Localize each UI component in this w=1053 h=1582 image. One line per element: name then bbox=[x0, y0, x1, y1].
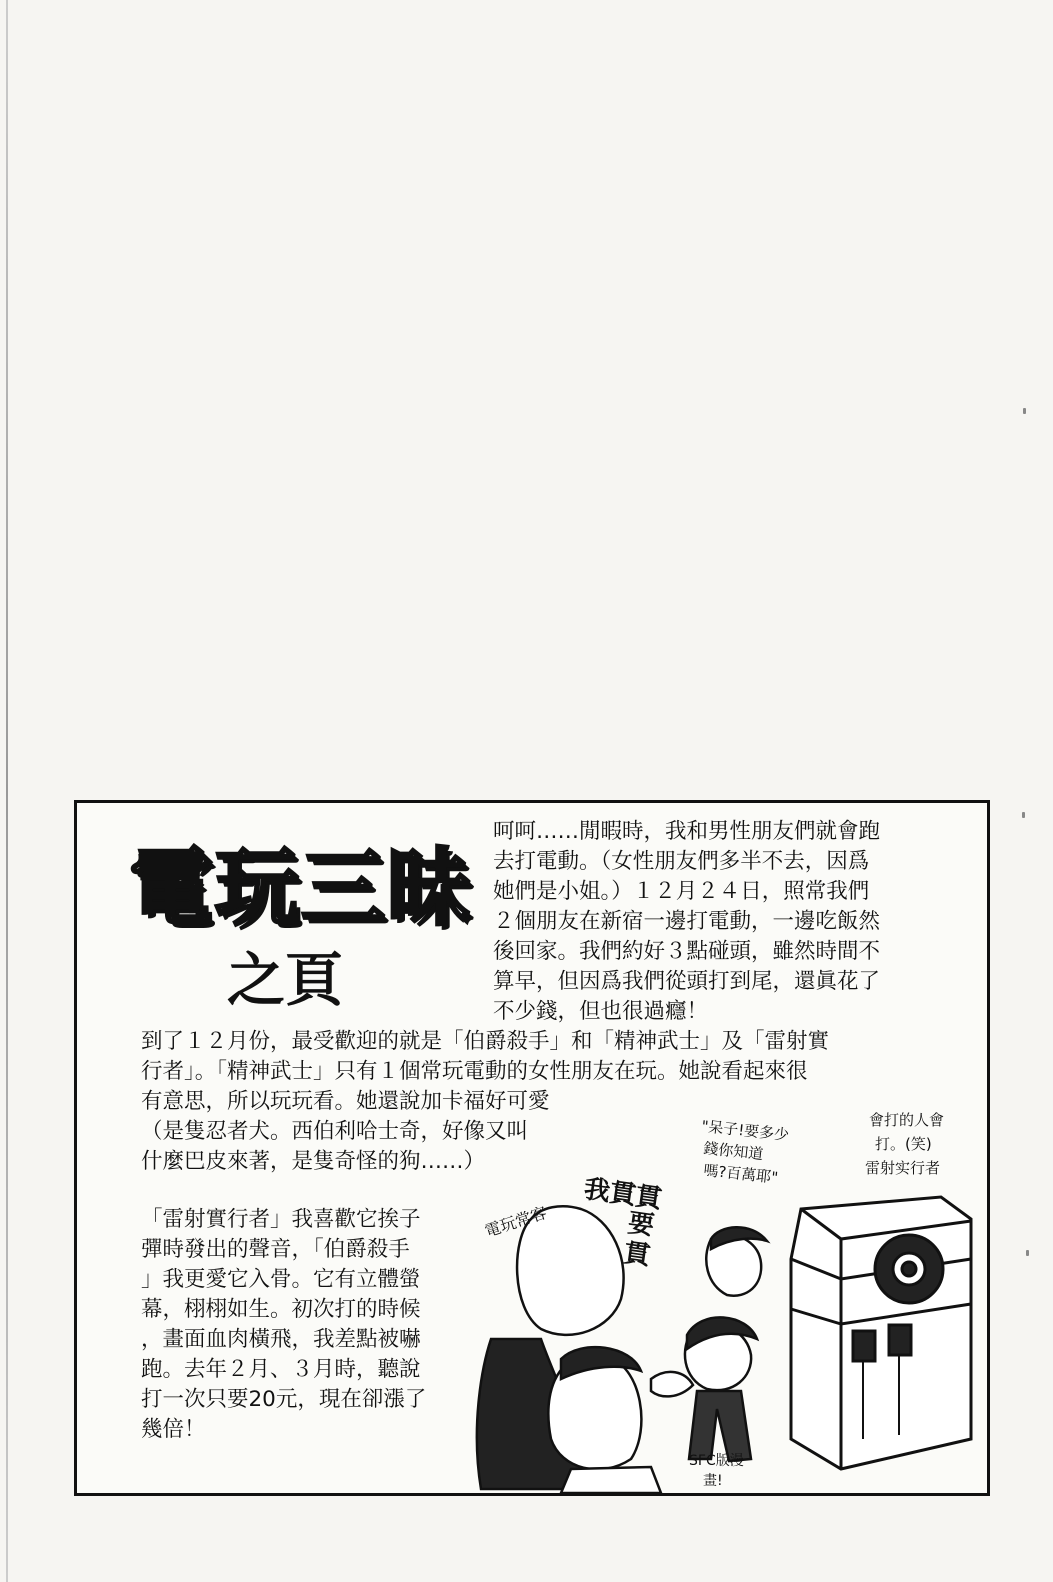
credit-line-2: 畫! bbox=[703, 1473, 723, 1489]
quote-right-line-1: 會打的人會 bbox=[869, 1111, 945, 1129]
credit-line-1: SFC版漫 bbox=[689, 1453, 744, 1469]
print-speck bbox=[1023, 408, 1026, 414]
page-binding-edge bbox=[6, 0, 8, 1582]
quote-left-line-2: 錢你知道 bbox=[702, 1139, 765, 1164]
column-subtitle: 之頁 bbox=[227, 946, 344, 1014]
quote-left-line-1: "呆子!要多少 bbox=[700, 1117, 790, 1145]
arcade-cabinet-drawing bbox=[791, 1197, 971, 1469]
quote-right-line-2: 打。(笑) bbox=[875, 1135, 932, 1153]
arcade-illustration bbox=[471, 1109, 987, 1493]
quote-right-line-3: 雷射实行者 bbox=[865, 1159, 941, 1177]
gamer-label: 電玩常客 bbox=[482, 1202, 550, 1241]
column-panel bbox=[74, 800, 990, 1496]
intro-paragraph: 呵呵……閒暇時，我和男性朋友們就會跑 去打電動。（女性朋友們多半不去，因爲 她們是小姐。）１２月２４日，照常我們 ２個朋友在新宿一邊打電動，一邊吃飯然 後回家。我們約好３點碰頭，雖然時間不 算早，但因爲我們從頭打到尾，還眞花了 不少錢，但也很過癮！ bbox=[493, 819, 881, 1024]
column-title: 電玩三昧 bbox=[129, 839, 474, 937]
shout-text-2: 要 bbox=[626, 1208, 656, 1242]
quote-left-line-3: 嗎?百萬耶" bbox=[702, 1161, 779, 1187]
print-speck bbox=[1026, 1250, 1029, 1256]
shout-text-3: 貫 bbox=[622, 1238, 652, 1272]
print-speck bbox=[1022, 812, 1025, 818]
laser-paragraph: 「雷射實行者」我喜歡它挨子 彈時發出的聲音，「伯爵殺手 」我更愛它入骨。它有立體螢 幕，栩栩如生。初次打的時候 ，畫面血肉橫飛，我差點被嚇 跑。去年２月、３月時，聽說 打一次只要20元，現在卻漲了 幾倍！ bbox=[141, 1207, 427, 1442]
shout-text-1: 我貫貫 bbox=[582, 1174, 664, 1215]
characters-drawing bbox=[477, 1206, 767, 1493]
december-paragraph: 到了１２月份，最受歡迎的就是「伯爵殺手」和「精神武士」及「雷射實 行者」。「精神武士」只有１個常玩電動的女性朋友在玩。她說看起來很 有意思，所以玩玩看。她還說加卡福好可愛 （是隻忍者犬。西伯利哈士奇，好像又叫 什麼巴皮來著，是隻奇怪的狗……） bbox=[141, 1029, 830, 1174]
